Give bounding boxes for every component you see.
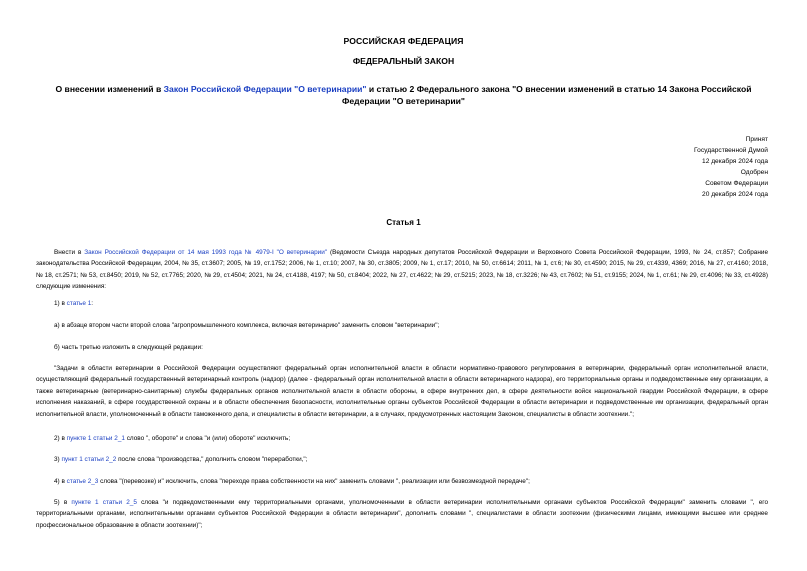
item-4-text: 4) в [54,478,67,485]
adoption-line: 12 декабря 2024 года [702,158,768,165]
intro-law-link[interactable]: Закон Российской Федерации от 14 мая 1993 года № 4979-I "О ветеринарии" [84,249,328,256]
item-5-link[interactable]: пункте 1 статьи 2_5 [71,499,137,506]
item-2-text-end: слово ", обороте" и слова "и (или) обороте" исключить; [124,435,291,442]
item-1 [36,298,768,309]
adoption-line: Принят [745,136,768,143]
item-3-link[interactable]: пункт 1 статьи 2_2 [61,456,117,463]
law-type-heading: ФЕДЕРАЛЬНЫЙ ЗАКОН [352,56,455,66]
country-heading: РОССИЙСКАЯ ФЕДЕРАЦИЯ [343,36,464,46]
adoption-block [694,134,768,200]
item-5-text-end: слова "и подведомственными ему территориальными органами, уполномоченными в области ветеринарии исполнительными органами субъектов Российской Федерации" заменить словами ", его территориальными органами, исполнительными органами субъектов Российской Федерации в области ветеринарии", дополнить словами ", специалистами в области зоотехнии (физическими лицами, имеющими высшее или среднее профессиональное образование в области зоотехнии)"; [36,499,768,529]
quote-paragraph: "Задачи в области ветеринарии в Российской Федерации осуществляют федеральный орган исполнительной власти в области нормативно-правового регулирования в ветеринарии, федеральный орган исполнительной власти, осуществляющий федеральный государственный ветеринарный контроль (надзор) (далее - федеральный орган исполнительной власти в области ветеринарного надзора), его территориальные органы и подведомственные ему организации, а также ветеринарные (ветеринарно-санитарные) службы федеральных органов исполнительной власти в области обороны, в сфере внутренних дел, в сфере деятельности войск национальной гвардии Российской Федерации, в сфере исполнения наказаний, в сфере государственной охраны и в области обеспечения безопасности, исполнительные органы субъектов Российской Федерации в области ветеринарии и подведомственные им организации, федеральный орган исполнительной власти, уполномоченный в области таможенного дела, и специалисты в области ветеринарии, а в случаях, предусмотренных настоящим Законом, специалисты в области зоотехнии."; [36,365,768,418]
intro-text-2: (Ведомости Съезда народных депутатов Российской Федерации и Верховного Совета Российской Федерации, 1993, № 24, ст.857; Собрание законодательства Российской Федерации, 2004, № 35, ст.3607; 2005, № 19, ст.1752; 2006, № 1, ст.10; 2007, № 30, ст.3805; 2009, № 1, ст.17; 2010, № 50, ст.6614; 2011, № 1, ст.6; № 30, ст.4590; 2015, № 29, ст.4339, 4369; 2016, № 27, ст.4160; 2018, № 18, ст.2571; № 53, ст.8450; 2019, № 52, ст.7765; 2020, № 29, ст.4504; 2021, № 24, ст.4188, 4197; № 50, ст.8404; 2022, № 27, ст.4622; № 29, ст.5215; 2023, № 18, ст.3226; № 43, ст.7602; № 51, ст.9155; 2024, № 1, ст.61; № 29, ст.4096; № 33, ст.4928) следующие изменения: [36,249,768,291]
item-1a: а) в абзаце втором части второй слова "агропромышленного комплекса, включая ветеринарию" заменить словом "ветеринарии"; [54,322,440,329]
item-5 [36,497,768,531]
law-title [36,84,771,107]
item-4 [36,476,768,487]
item-2 [36,433,768,444]
article-heading: Статья 1 [386,218,421,227]
item-2-text: 2) в [54,435,67,442]
item-4-text-end: слова "(перевозке) и" исключить, слова "переходе права собственности на них" заменить словами ", реализации или безвозмездной передаче"; [98,478,530,485]
title-text-1: О внесении изменений в [55,84,164,94]
title-text-2: и статью 2 Федерального закона "О внесении изменений в статью 14 Закона Российской Федерации "О ветеринарии" [342,84,752,106]
adoption-line: 20 декабря 2024 года [702,191,768,198]
item-1-link[interactable]: статье 1 [66,300,92,307]
item-3 [36,454,768,465]
title-link[interactable]: Закон Российской Федерации "О ветеринарии" [163,84,367,94]
item-1b: б) часть третью изложить в следующей редакции: [54,344,203,351]
adoption-line: Государственной Думой [694,147,768,154]
item-3-text-end: после слова "производства," дополнить словом "переработки,"; [116,456,308,463]
item-3-text: 3) [54,456,62,463]
item-1-text-end: : [91,300,94,307]
item-4-link[interactable]: статье 2_3 [66,478,99,485]
adoption-line: Советом Федерации [705,180,768,187]
item-5-text: 5) в [54,499,72,506]
intro-text-1: Внести в [54,249,85,256]
intro-paragraph [36,247,768,293]
item-1-text: 1) в [54,300,67,307]
item-2-link[interactable]: пункте 1 статьи 2_1 [66,435,125,442]
adoption-line: Одобрен [740,169,768,176]
